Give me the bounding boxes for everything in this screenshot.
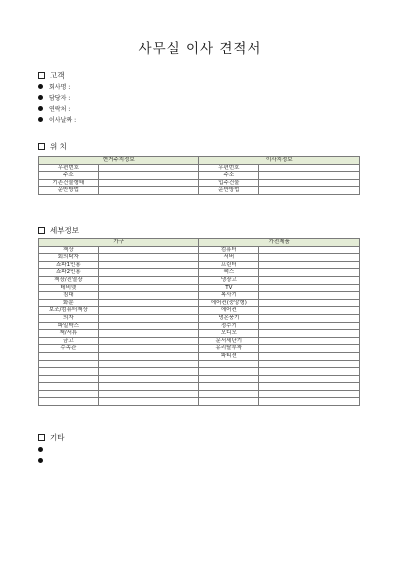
right-value-cell[interactable] <box>259 383 360 391</box>
left-label-cell <box>39 390 99 398</box>
document-title: 사무실 이사 견적서 <box>138 41 262 57</box>
left-label-cell: 회의탁자 <box>39 254 99 262</box>
left-value-cell[interactable] <box>98 299 199 307</box>
left-value-cell[interactable] <box>98 179 199 187</box>
bullet-icon <box>38 106 43 111</box>
left-value-cell[interactable] <box>98 164 199 172</box>
other-heading-text: 기타 <box>50 433 65 442</box>
bullet-icon <box>38 458 43 463</box>
left-label-cell: 쇼파1인용 <box>39 261 99 269</box>
left-value-cell[interactable] <box>98 187 199 195</box>
left-value-cell[interactable] <box>98 398 199 406</box>
right-value-cell[interactable] <box>259 337 360 345</box>
left-label-cell: 보조/컴퓨터책상 <box>39 307 99 315</box>
right-value-cell[interactable] <box>259 330 360 338</box>
right-value-cell[interactable] <box>259 292 360 300</box>
right-label-cell <box>199 383 259 391</box>
details-row <box>39 254 360 262</box>
left-value-cell[interactable] <box>98 352 199 360</box>
details-row <box>39 360 360 368</box>
moving-date-field: 이사날짜 : <box>38 114 76 125</box>
left-value-cell[interactable] <box>98 375 199 383</box>
right-value-cell[interactable] <box>259 269 360 277</box>
details-row <box>39 261 360 269</box>
left-value-cell[interactable] <box>98 330 199 338</box>
left-value-cell[interactable] <box>98 172 199 180</box>
details-row <box>39 299 360 307</box>
left-label-cell <box>39 360 99 368</box>
contact-person-field: 담당자 : <box>38 92 76 103</box>
right-value-cell[interactable] <box>259 398 360 406</box>
left-label-cell: 수족관 <box>39 345 99 353</box>
right-label-cell: 냉장고 <box>199 276 259 284</box>
checkbox-square-icon <box>38 434 45 441</box>
details-section-heading <box>38 225 79 236</box>
left-label-cell: 주소 <box>39 172 99 180</box>
right-label-cell <box>199 390 259 398</box>
details-row <box>39 383 360 391</box>
right-value-cell[interactable] <box>259 276 360 284</box>
right-value-cell[interactable] <box>259 299 360 307</box>
left-value-cell[interactable] <box>98 360 199 368</box>
details-row <box>39 345 360 353</box>
right-value-cell[interactable] <box>259 164 360 172</box>
right-label-cell: 입주건물 <box>199 179 259 187</box>
left-label-cell <box>39 368 99 376</box>
left-label-cell: 테비넷 <box>39 284 99 292</box>
details-row <box>39 269 360 277</box>
details-row <box>39 276 360 284</box>
left-label-cell: 책/서류 <box>39 330 99 338</box>
left-label-cell: 운반방법 <box>39 187 99 195</box>
other-item <box>38 444 49 455</box>
left-value-cell[interactable] <box>98 276 199 284</box>
left-label-cell: 침대 <box>39 292 99 300</box>
right-label-cell: 파티션 <box>199 352 259 360</box>
left-label-cell <box>39 352 99 360</box>
location-heading-text: 위 치 <box>50 142 67 151</box>
bullet-icon <box>38 117 43 122</box>
left-label-cell <box>39 375 99 383</box>
right-value-cell[interactable] <box>259 246 360 254</box>
left-label-cell: 우편번호 <box>39 164 99 172</box>
customer-heading-text: 고객 <box>50 71 65 80</box>
details-row <box>39 292 360 300</box>
left-label-cell <box>39 398 99 406</box>
left-value-cell[interactable] <box>98 390 199 398</box>
right-label-cell: 문서세단기 <box>199 337 259 345</box>
details-row <box>39 352 360 360</box>
details-row <box>39 246 360 254</box>
left-label-cell: 기존건물형태 <box>39 179 99 187</box>
right-value-cell[interactable] <box>259 314 360 322</box>
right-label-cell: 에어컨(중앙형) <box>199 299 259 307</box>
left-value-cell[interactable] <box>98 322 199 330</box>
details-row <box>39 398 360 406</box>
right-label-cell: 에어컨 <box>199 307 259 315</box>
checkbox-square-icon <box>38 143 45 150</box>
right-value-cell[interactable] <box>259 187 360 195</box>
customer-section-heading <box>38 70 65 81</box>
left-label-cell: 쇼파2인용 <box>39 269 99 277</box>
right-value-cell[interactable] <box>259 360 360 368</box>
details-row <box>39 337 360 345</box>
bullet-icon <box>38 95 43 100</box>
left-value-cell[interactable] <box>98 337 199 345</box>
left-value-cell[interactable] <box>98 246 199 254</box>
right-label-cell: 복사기 <box>199 292 259 300</box>
left-value-cell[interactable] <box>98 345 199 353</box>
left-label-cell: 책장/진열장 <box>39 276 99 284</box>
right-value-cell[interactable] <box>259 172 360 180</box>
details-row <box>39 390 360 398</box>
right-label-cell: 유리탈부착 <box>199 345 259 353</box>
right-value-cell[interactable] <box>259 179 360 187</box>
right-label-cell: TV <box>199 284 259 292</box>
details-table <box>38 238 360 406</box>
left-label-cell: 화분 <box>39 299 99 307</box>
details-row <box>39 375 360 383</box>
details-heading-text: 세부정보 <box>50 226 79 235</box>
location-row <box>39 179 360 187</box>
other-items <box>38 444 49 466</box>
right-label-cell <box>199 368 259 376</box>
right-value-cell[interactable] <box>259 352 360 360</box>
location-row <box>39 172 360 180</box>
left-value-cell[interactable] <box>98 254 199 262</box>
right-value-cell[interactable] <box>259 368 360 376</box>
appliance-header: 가전제품 <box>199 239 360 247</box>
right-value-cell[interactable] <box>259 375 360 383</box>
left-value-cell[interactable] <box>98 292 199 300</box>
checkbox-square-icon <box>38 72 45 79</box>
right-value-cell[interactable] <box>259 390 360 398</box>
details-row <box>39 322 360 330</box>
furniture-header: 가구 <box>39 239 199 247</box>
left-value-cell[interactable] <box>98 314 199 322</box>
left-label-cell: 책상 <box>39 246 99 254</box>
current-address-header: 현거주지정보 <box>39 157 199 165</box>
right-label-cell <box>199 398 259 406</box>
left-label-cell <box>39 383 99 391</box>
right-label-cell: 냉온풍기 <box>199 314 259 322</box>
details-row <box>39 307 360 315</box>
other-item <box>38 455 49 466</box>
right-value-cell[interactable] <box>259 322 360 330</box>
location-row <box>39 187 360 195</box>
right-value-cell[interactable] <box>259 261 360 269</box>
company-field: 회사명 : <box>38 81 76 92</box>
right-label-cell: 컴퓨터 <box>199 246 259 254</box>
location-row <box>39 164 360 172</box>
right-label-cell: 운반방법 <box>199 187 259 195</box>
customer-fields <box>38 81 76 125</box>
details-row <box>39 284 360 292</box>
bullet-icon <box>38 84 43 89</box>
right-label-cell <box>199 375 259 383</box>
left-value-cell[interactable] <box>98 383 199 391</box>
left-label-cell: 파일박스 <box>39 322 99 330</box>
location-section-heading <box>38 141 67 152</box>
right-label-cell: 프린터 <box>199 261 259 269</box>
details-row <box>39 368 360 376</box>
left-value-cell[interactable] <box>98 368 199 376</box>
right-label-cell: 주소 <box>199 172 259 180</box>
right-label-cell: 서버 <box>199 254 259 262</box>
right-label-cell: 팩스 <box>199 269 259 277</box>
left-label-cell: 의자 <box>39 314 99 322</box>
checkbox-square-icon <box>38 227 45 234</box>
right-value-cell[interactable] <box>259 345 360 353</box>
left-label-cell: 금고 <box>39 337 99 345</box>
left-value-cell[interactable] <box>98 269 199 277</box>
left-value-cell[interactable] <box>98 284 199 292</box>
new-address-header: 이사지정보 <box>199 157 360 165</box>
bullet-icon <box>38 447 43 452</box>
location-table <box>38 156 360 195</box>
right-label-cell: 오디오 <box>199 330 259 338</box>
right-value-cell[interactable] <box>259 307 360 315</box>
details-row <box>39 314 360 322</box>
right-value-cell[interactable] <box>259 284 360 292</box>
right-label-cell: 정수기 <box>199 322 259 330</box>
right-label-cell <box>199 360 259 368</box>
details-row <box>39 330 360 338</box>
phone-field: 연락처 : <box>38 103 76 114</box>
right-label-cell: 우편번호 <box>199 164 259 172</box>
left-value-cell[interactable] <box>98 307 199 315</box>
right-value-cell[interactable] <box>259 254 360 262</box>
other-section-heading <box>38 432 65 443</box>
left-value-cell[interactable] <box>98 261 199 269</box>
